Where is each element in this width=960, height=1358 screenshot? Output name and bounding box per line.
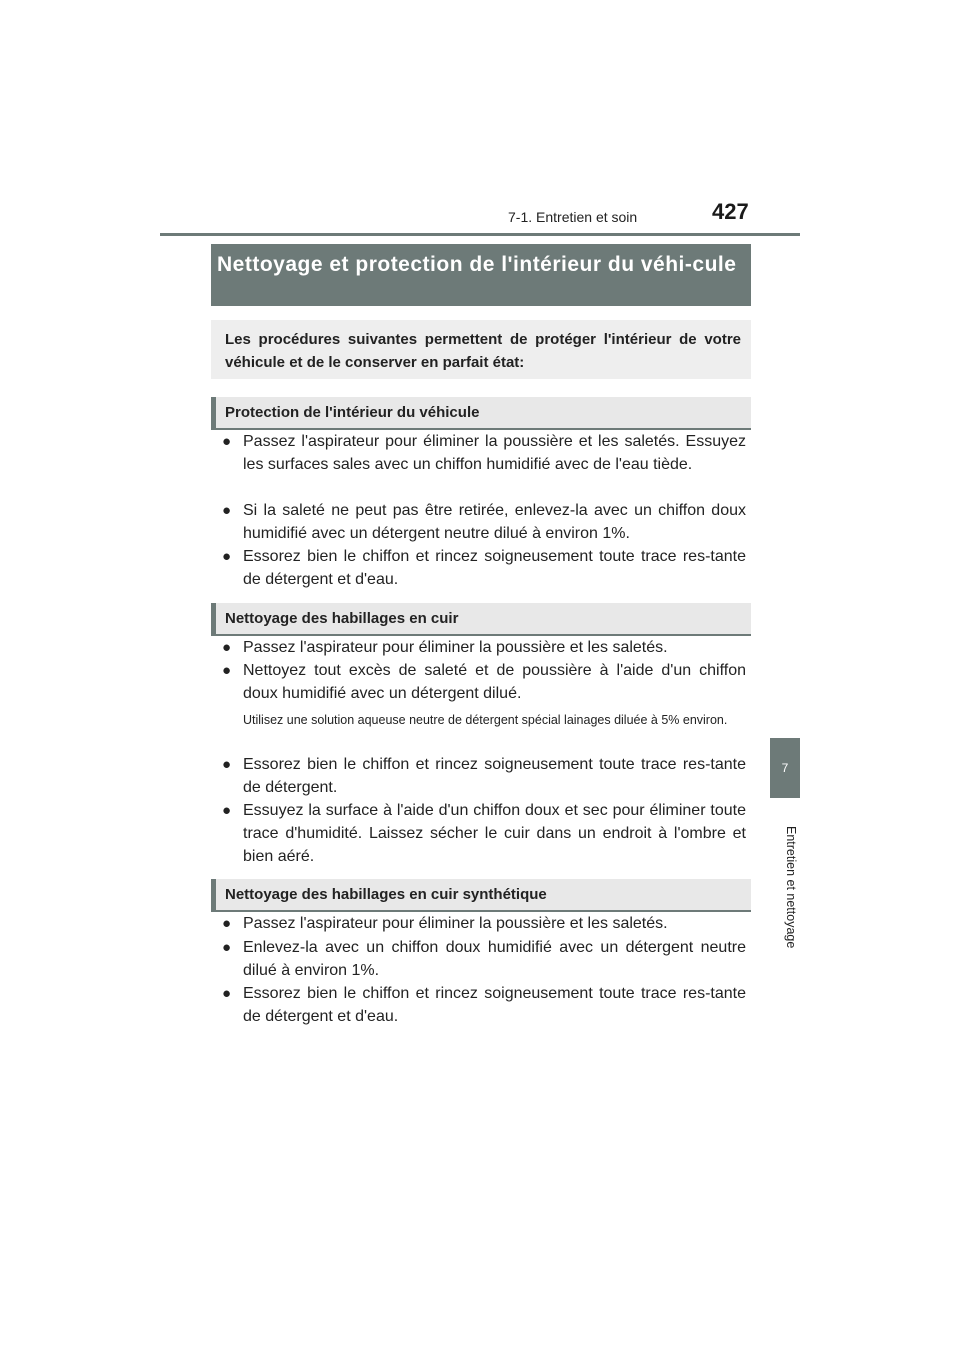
list-item xyxy=(222,912,746,935)
intro-text: Les procédures suivantes permettent de protéger l'intérieur de votre véhicule et de le conserver en parfait état: xyxy=(211,320,751,379)
list-item-text: Si la saleté ne peut pas être retirée, enlevez-la avec un chiffon doux humidifié avec un détergent neutre dilué à environ 1%. xyxy=(243,502,746,542)
list-item-text: Passez l'aspirateur pour éliminer la poussière et les saletés. Essuyez les surfaces sales avec un chiffon humidifié avec de l'eau tiède. xyxy=(243,433,746,473)
section-heading-synthetic-leather: Nettoyage des habillages en cuir synthétique xyxy=(211,879,751,912)
list-item-text: Essuyez la surface à l'aide d'un chiffon doux et sec pour éliminer toute trace d'humidité. Laissez sécher le cuir dans un endroit à l'ombre et bien aéré. xyxy=(243,802,746,865)
header-section-title: 7-1. Entretien et soin xyxy=(508,209,638,225)
bullet-icon: ● xyxy=(222,433,232,450)
bullet-icon: ● xyxy=(222,662,232,679)
bullet-icon: ● xyxy=(222,548,232,565)
note-text: Utilisez une solution aqueuse neutre de détergent spécial lainages diluée à 5% environ. xyxy=(243,713,728,727)
section-heading-interior-protection: Protection de l'intérieur du véhicule xyxy=(211,397,751,430)
bullet-icon: ● xyxy=(222,756,232,773)
list-item xyxy=(222,753,746,799)
list-item xyxy=(222,430,746,476)
list-item xyxy=(222,636,746,659)
list-item-text: Essorez bien le chiffon et rincez soigneusement toute trace res-tante de détergent et d'eau. xyxy=(243,548,746,588)
list-item-text: Nettoyez tout excès de saleté et de poussière à l'aide d'un chiffon doux humidifié avec un détergent dilué. xyxy=(243,662,746,702)
page-title: Nettoyage et protection de l'intérieur du véhi-cule xyxy=(211,244,751,306)
list-item xyxy=(222,799,746,868)
section-heading-leather: Nettoyage des habillages en cuir xyxy=(211,603,751,636)
bullet-icon: ● xyxy=(222,502,232,519)
header-divider xyxy=(160,233,800,236)
list-item-text: Essorez bien le chiffon et rincez soigneusement toute trace res-tante de détergent et d'eau. xyxy=(243,985,746,1025)
list-item-text: Enlevez-la avec un chiffon doux humidifié avec un détergent neutre dilué à environ 1%. xyxy=(243,939,746,979)
bullet-icon: ● xyxy=(222,639,232,656)
list-item xyxy=(222,545,746,591)
list-item-text: Passez l'aspirateur pour éliminer la poussière et les saletés. xyxy=(243,915,668,932)
list-item-text: Essorez bien le chiffon et rincez soigneusement toute trace res-tante de détergent. xyxy=(243,756,746,796)
chapter-tab: 7 xyxy=(770,738,800,798)
list-item-text: Passez l'aspirateur pour éliminer la poussière et les saletés. xyxy=(243,639,668,656)
page-number: 427 xyxy=(712,199,749,224)
list-item xyxy=(222,499,746,545)
list-item xyxy=(222,982,746,1028)
bullet-icon: ● xyxy=(222,939,232,956)
bullet-icon: ● xyxy=(222,915,232,932)
list-item xyxy=(222,936,746,982)
bullet-icon: ● xyxy=(222,802,232,819)
list-item xyxy=(222,659,746,705)
bullet-icon: ● xyxy=(222,985,232,1002)
chapter-label: Entretien et nettoyage xyxy=(784,826,798,949)
